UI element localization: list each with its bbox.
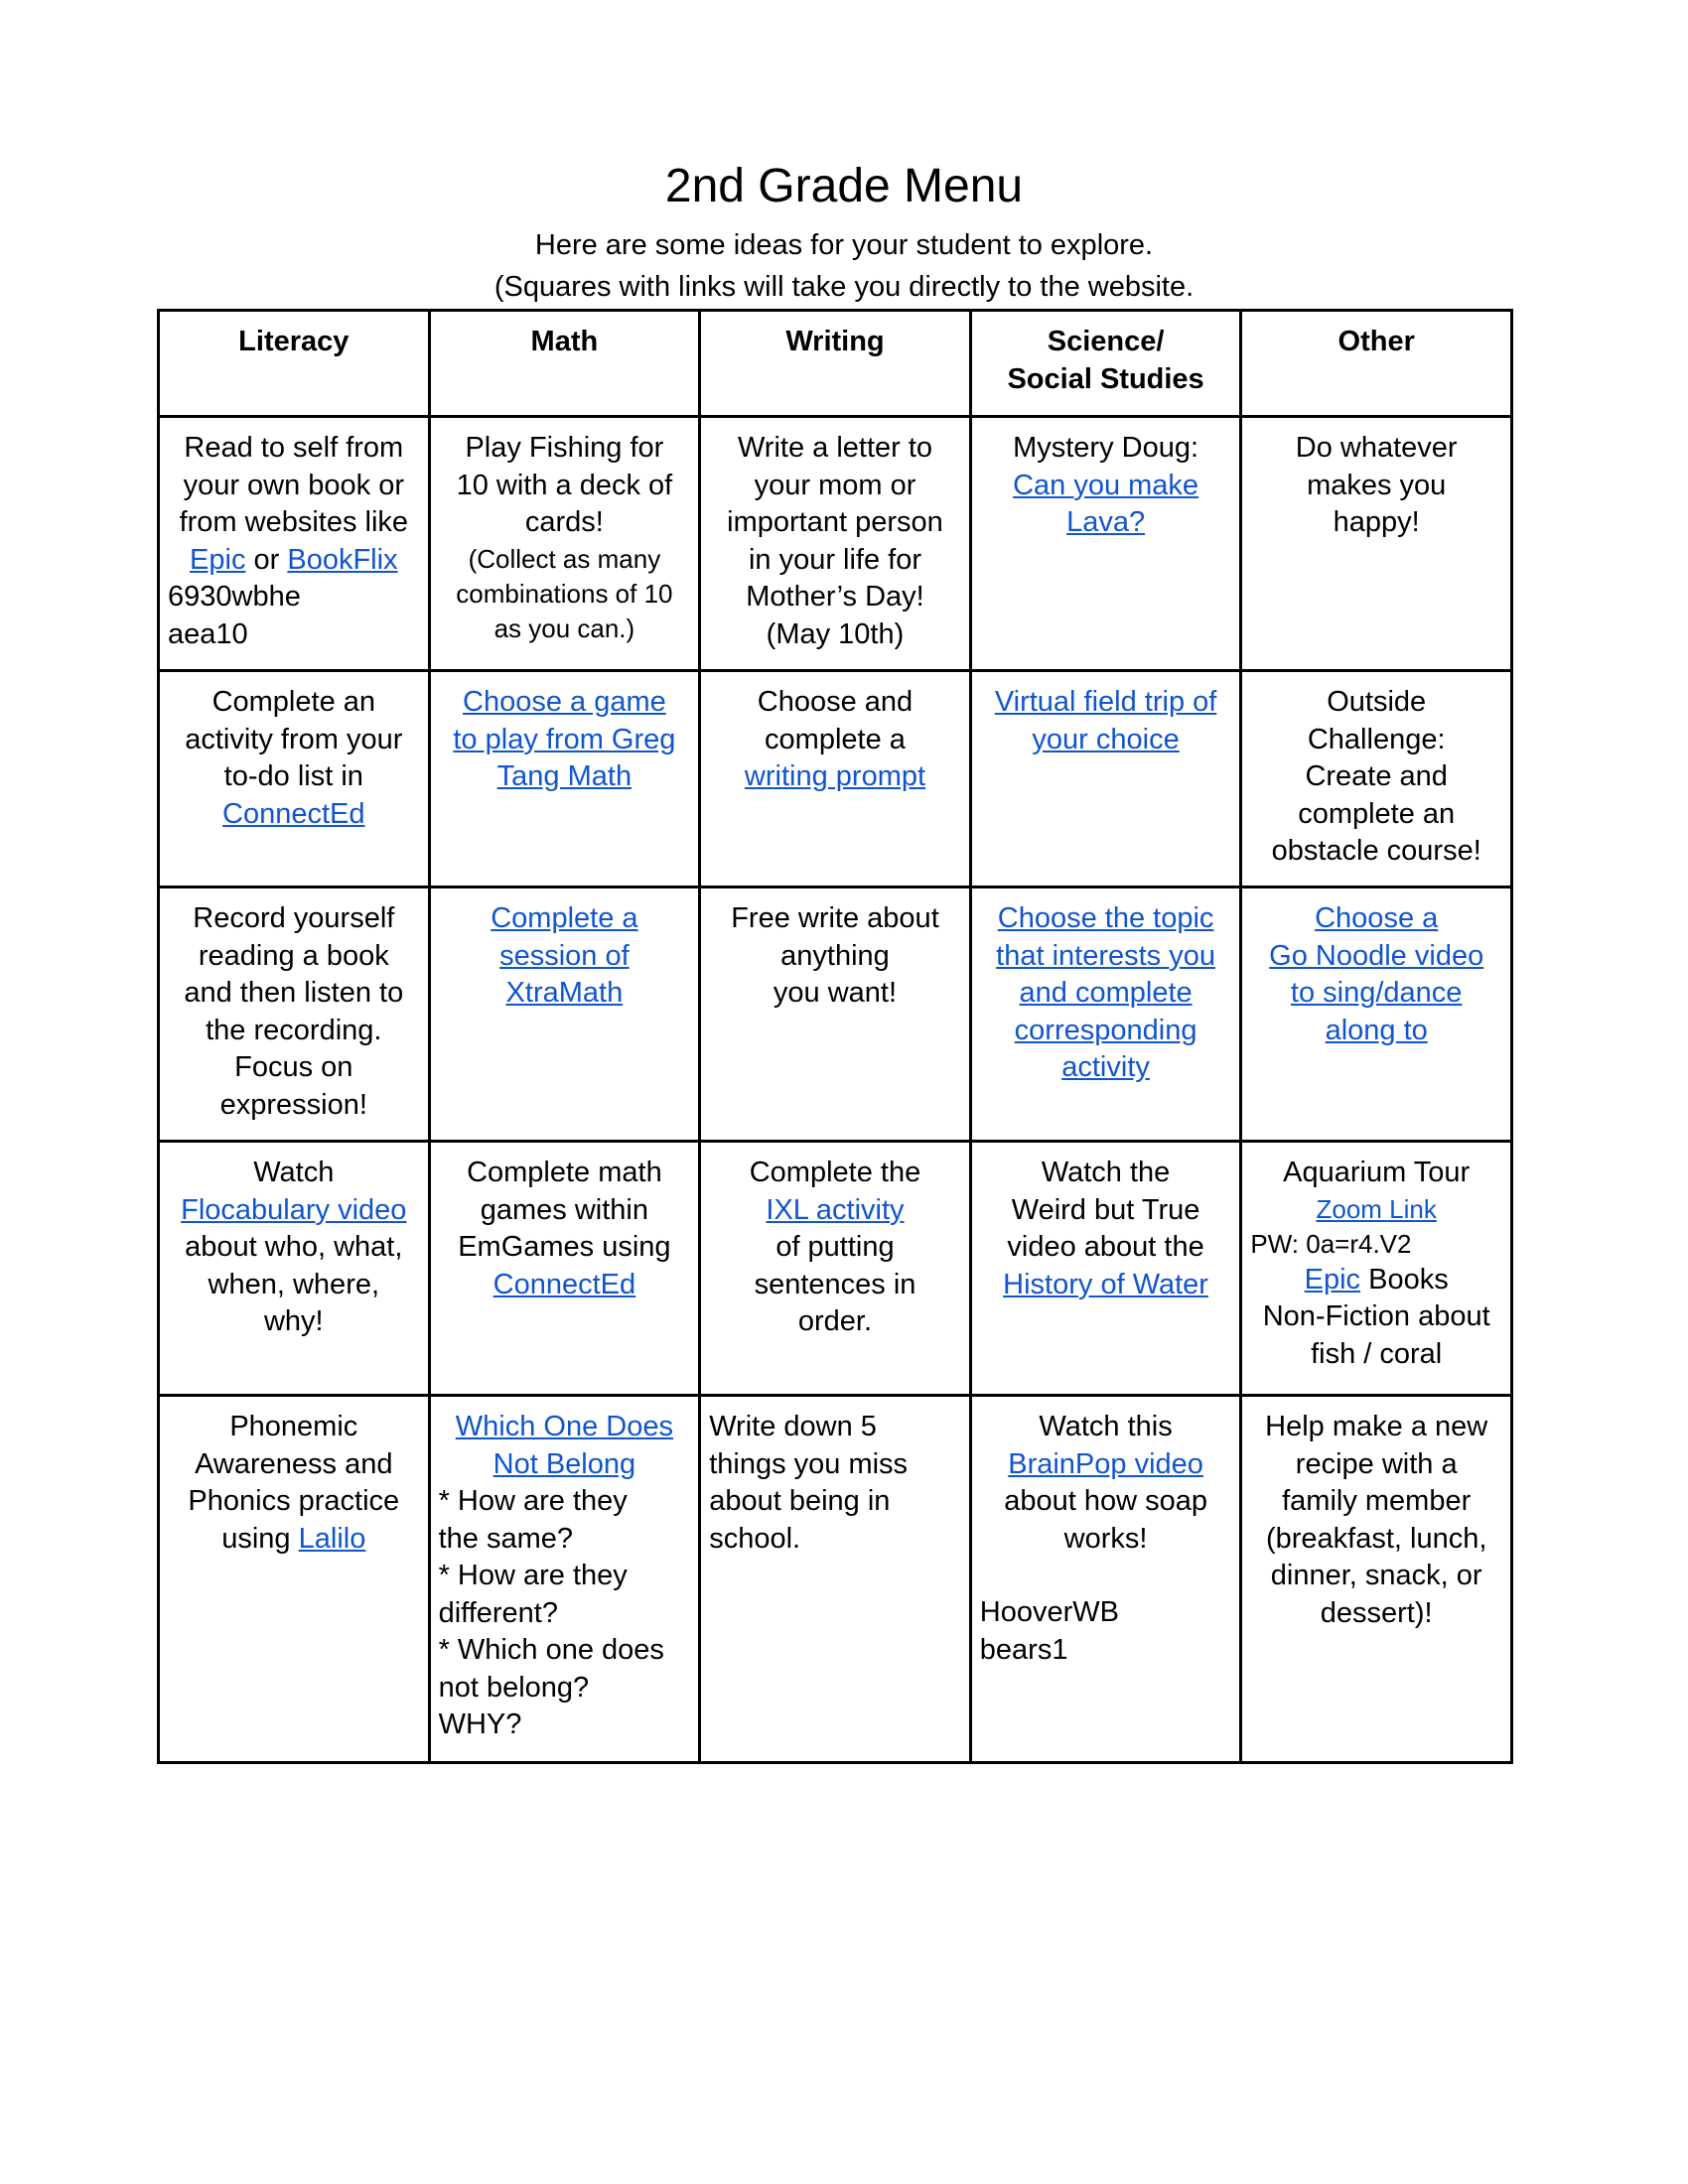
cell-text: Do whatever [1295,432,1458,464]
menu-table [157,309,1513,1764]
writing-prompt-link[interactable]: writing prompt [744,760,926,792]
go-noodle-link[interactable]: along to [1325,1014,1428,1046]
cell-text: Record yourself [193,902,395,934]
cell-text: the same? [438,1522,574,1555]
epic-link[interactable]: Epic [1304,1263,1361,1296]
cell-text: cards! [524,506,604,538]
cell-text: Challenge: [1307,723,1446,755]
link-wrap [439,1446,691,1484]
go-noodle-link[interactable]: Choose a [1315,902,1439,934]
cell-text: reading a book [198,939,389,972]
cell-literacy-3 [159,887,430,1142]
cell-text: your mom or [754,469,916,501]
cell-science-1 [970,417,1241,671]
link-wrap [980,1267,1232,1304]
cell-text: things you miss [709,1447,909,1480]
cell-text: Phonics practice [188,1485,400,1517]
cell-science-3 [970,887,1241,1142]
cell-text: not belong? [438,1671,590,1704]
cell-text: EmGames using [458,1231,671,1263]
header-literacy: Literacy [159,311,430,417]
header-math: Math [429,311,700,417]
greg-tang-math-link[interactable]: Choose a game [463,686,666,718]
cell-text: Non-Fiction about [1262,1300,1490,1332]
topic-activity-link[interactable]: activity [1061,1051,1150,1083]
page-subtitle-note: (Squares with links will take you directly to the website. [493,271,1195,303]
connected-link[interactable]: ConnectEd [492,1268,636,1300]
cell-text: Watch this [1039,1411,1173,1442]
cell-science-2 [970,671,1241,887]
cell-text: school. [709,1522,801,1555]
cell-text: Write down 5 [709,1411,877,1442]
history-of-water-link[interactable]: History of Water [1003,1268,1208,1300]
cell-text: when, where, [208,1268,380,1300]
cell-text: anything [780,939,890,972]
lalilo-link[interactable]: Lalilo [298,1522,366,1555]
topic-activity-link[interactable]: corresponding [1014,1014,1197,1046]
link-wrap [1250,900,1502,938]
link-wrap [439,900,691,938]
cell-text: Focus on [234,1051,353,1083]
cell-text-with-links [168,542,420,580]
zoom-link[interactable]: Zoom Link [1316,1193,1437,1224]
page-subtitle: Here are some ideas for your student to explore. [534,229,1154,261]
cell-text: works! [1063,1522,1148,1555]
cell-other-1 [1241,417,1512,671]
cell-writing-5 [700,1396,971,1763]
cell-literacy-5 [159,1396,430,1763]
link-wrap [980,684,1232,722]
cell-text: Complete an [211,686,376,718]
cell-text: video about the [1007,1231,1204,1263]
cell-text: 10 with a deck of [456,469,673,501]
table-row [159,1396,1512,1763]
cell-text: Aquarium Tour [1283,1157,1471,1188]
epic-link[interactable]: Epic [190,543,246,576]
link-wrap [980,1049,1232,1087]
bookflix-link[interactable]: BookFlix [287,543,398,576]
link-wrap [439,975,691,1013]
brainpop-link[interactable]: BrainPop video [1008,1447,1203,1480]
link-wrap [439,938,691,976]
cell-text: (breakfast, lunch, [1265,1522,1487,1555]
cell-text: makes you [1307,469,1447,501]
cell-text: WHY? [438,1708,522,1740]
zoom-password: PW: 0a=r4.V2 [1250,1228,1412,1259]
cell-text: Mother’s Day! [746,581,924,613]
greg-tang-math-link[interactable]: Tang Math [496,760,633,792]
link-wrap [1250,975,1502,1013]
link-wrap [168,1192,420,1230]
cell-other-5 [1241,1396,1512,1763]
which-one-does-not-belong-link[interactable]: Which One Does [455,1411,673,1442]
table-row [159,671,1512,887]
cell-text: * How are they [438,1560,628,1591]
cell-text: of putting [775,1231,895,1263]
header-row [159,311,1512,417]
cell-text: Complete math [467,1157,662,1188]
cell-text: (May 10th) [766,617,905,650]
cell-text: happy! [1333,506,1420,538]
header-science-line1: Science/ [1047,326,1165,357]
link-wrap [1250,1192,1502,1227]
connected-link[interactable]: ConnectEd [222,797,365,830]
cell-text: about who, what, [185,1231,403,1263]
xtramath-link[interactable]: Complete a [491,902,638,934]
cell-text: aea10 [168,617,248,650]
cell-writing-3 [700,887,971,1142]
greg-tang-math-link[interactable]: to play from Greg [453,723,676,755]
cell-text: dinner, snack, or [1270,1560,1482,1591]
cell-text: Outside [1327,686,1427,718]
cell-text: Mystery Doug: [1013,432,1199,464]
cell-text: Awareness and [195,1447,393,1480]
cell-text: dessert)! [1320,1596,1433,1629]
link-wrap [980,1013,1232,1050]
spacer [980,1558,1232,1594]
ixl-activity-link[interactable]: IXL activity [766,1193,905,1226]
cell-text: Help make a new [1265,1411,1488,1442]
cell-text: important person [727,506,943,538]
go-noodle-link[interactable]: to sing/dance [1290,977,1463,1009]
cell-science-4 [970,1142,1241,1396]
cell-text: the recording. [206,1014,382,1046]
virtual-field-trip-link[interactable]: your choice [1032,723,1180,755]
cell-science-5 [970,1396,1241,1763]
cell-text: Watch the [1041,1157,1171,1188]
cell-other-2 [1241,671,1512,887]
cell-text: (Collect as many [468,543,661,574]
cell-text: to-do list in [223,760,363,792]
link-wrap [709,758,961,796]
link-wrap [439,1267,691,1304]
cell-text: from websites like [179,506,409,538]
link-wrap [439,684,691,722]
cell-text: your own book or [183,469,405,501]
mystery-doug-link[interactable]: Lava? [1066,506,1146,538]
cell-text: Complete the [749,1157,921,1188]
cell-text: recipe with a [1295,1447,1458,1480]
cell-text: combinations of 10 [456,578,673,609]
link-wrap [439,1409,691,1446]
topic-activity-link[interactable]: and complete [1019,977,1193,1009]
cell-text: and then listen to [184,977,404,1009]
cell-text: using [221,1522,299,1555]
cell-text: in your life for [748,543,922,576]
link-wrap [439,758,691,796]
cell-math-5 [429,1396,700,1763]
flocabulary-link[interactable]: Flocabulary video [181,1193,407,1226]
virtual-field-trip-link[interactable]: Virtual field trip of [994,686,1217,718]
cell-literacy-1 [159,417,430,671]
table-row [159,887,1512,1142]
link-wrap [980,722,1232,759]
cell-text: complete a [765,723,906,755]
cell-text: Read to self from [184,432,404,464]
cell-text: * Which one does [438,1634,664,1666]
cell-text: games within [480,1193,649,1226]
link-wrap [709,1192,961,1230]
mystery-doug-link[interactable]: Can you make [1013,469,1199,501]
cell-text: Choose and [757,686,914,718]
cell-writing-4 [700,1142,971,1396]
topic-activity-link[interactable]: Choose the topic [997,902,1214,934]
mystery-doug-link-wrap [980,504,1232,542]
cell-text: Watch [253,1157,335,1188]
xtramath-link[interactable]: session of [499,939,630,972]
cell-text: sentences in [754,1268,916,1300]
cell-text: Create and [1305,760,1448,792]
cell-text: expression! [219,1088,367,1121]
cell-math-4 [429,1142,700,1396]
link-wrap [1250,938,1502,976]
cell-literacy-2 [159,671,430,887]
header-writing: Writing [700,311,971,417]
xtramath-link[interactable]: XtraMath [505,977,624,1009]
cell-literacy-4 [159,1142,430,1396]
cell-text: you want! [773,977,898,1009]
link-wrap [980,1446,1232,1484]
cell-text: or [245,543,288,576]
cell-text: * How are they [438,1485,628,1517]
cell-writing-1 [700,417,971,671]
cell-text: obstacle course! [1271,835,1481,867]
cell-text: fish / coral [1311,1337,1443,1370]
table-row [159,417,1512,671]
cell-text: HooverWB [979,1596,1119,1628]
cell-writing-2 [700,671,971,887]
cell-other-3 [1241,887,1512,1142]
link-wrap [168,796,420,834]
cell-text: about how soap [1004,1485,1207,1517]
cell-text: family member [1282,1485,1472,1517]
topic-activity-link[interactable]: that interests you [996,939,1215,972]
cell-text: Free write about [731,902,939,934]
link-wrap [980,938,1232,976]
table-row [159,1142,1512,1396]
header-science [970,311,1241,417]
cell-text-with-link [168,1521,420,1559]
which-one-does-not-belong-link[interactable]: Not Belong [492,1447,636,1480]
link-wrap [439,722,691,759]
cell-text: Books [1360,1263,1449,1296]
cell-text: why! [263,1305,324,1337]
cell-text: order. [797,1305,873,1337]
cell-other-4 [1241,1142,1512,1396]
cell-text: Write a letter to [737,432,933,464]
link-wrap [1250,1013,1502,1050]
header-science-line2: Social Studies [1007,362,1204,395]
header-other: Other [1241,311,1512,417]
mystery-doug-link-wrap [980,468,1232,505]
cell-text-with-link [1250,1262,1502,1299]
link-wrap [980,900,1232,938]
link-wrap [980,975,1232,1013]
cell-text: different? [438,1596,558,1629]
cell-math-2 [429,671,700,887]
cell-text: activity from your [185,723,403,755]
cell-text: 6930wbhe [168,581,301,613]
cell-text: about being in [709,1485,891,1517]
cell-math-3 [429,887,700,1142]
cell-math-1 [429,417,700,671]
cell-text: Phonemic [229,1411,358,1442]
cell-text: Weird but True [1011,1193,1200,1226]
cell-text: bears1 [979,1633,1068,1666]
cell-text: Play Fishing for [465,432,664,464]
page-title: 2nd Grade Menu [664,160,1024,212]
cell-text: as you can.) [493,613,635,643]
cell-text: complete an [1298,797,1456,830]
go-noodle-link[interactable]: Go Noodle video [1269,939,1484,972]
